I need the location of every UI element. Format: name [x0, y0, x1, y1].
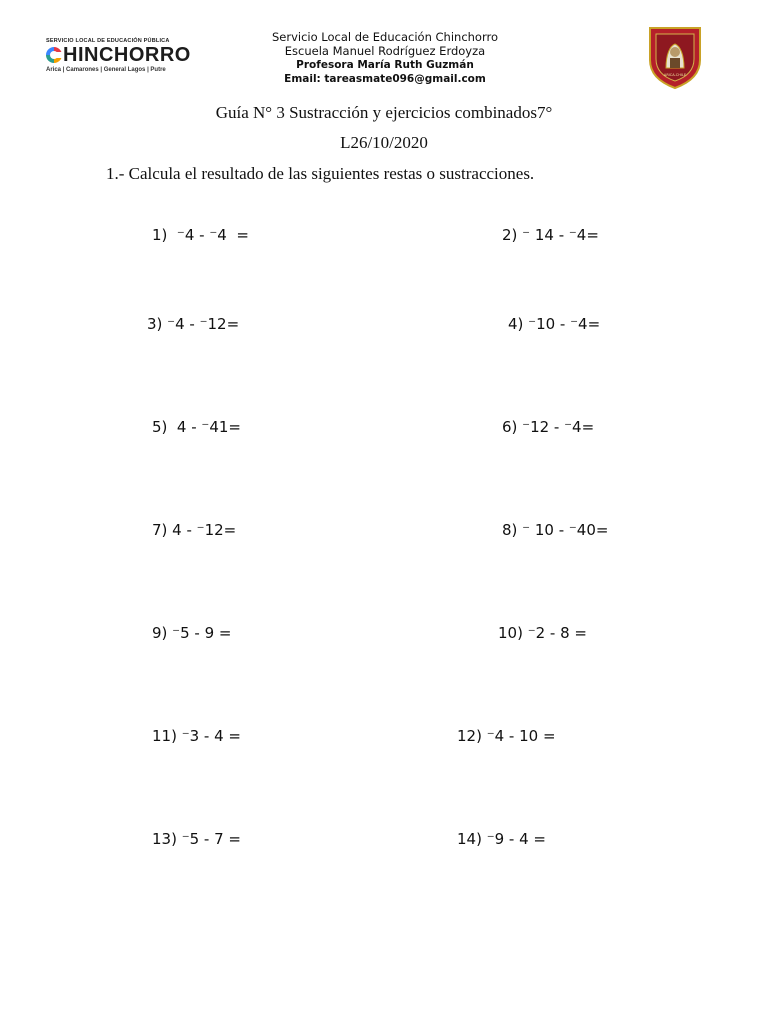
- exercise-9: 9) ⁻5 - 9 =: [152, 624, 232, 642]
- exercise-13: 13) ⁻5 - 7 =: [152, 830, 241, 848]
- exercise-12: 12) ⁻4 - 10 =: [457, 727, 556, 745]
- logo-top-text: SERVICIO LOCAL DE EDUCACIÓN PÚBLICA: [46, 38, 170, 44]
- logo-c-icon: [46, 47, 62, 63]
- page-date: L26/10/2020: [340, 133, 428, 152]
- chinchorro-logo: [46, 38, 226, 84]
- exercise-8: 8) ⁻ 10 - ⁻40=: [502, 521, 609, 539]
- logo-name: HINCHORRO: [63, 44, 191, 66]
- exercise-11: 11) ⁻3 - 4 =: [152, 727, 241, 745]
- exercise-2: 2) ⁻ 14 - ⁻4=: [502, 226, 599, 244]
- exercise-10: 10) ⁻2 - 8 =: [498, 624, 587, 642]
- page-title: Guía N° 3 Sustracción y ejercicios combinados7°: [215, 103, 553, 122]
- exercise-14: 14) ⁻9 - 4 =: [457, 830, 546, 848]
- header-teacher: Profesora María Ruth Guzmán: [296, 59, 474, 71]
- school-crest-icon: [646, 24, 704, 90]
- logo-wordmark: [46, 45, 226, 65]
- exercise-7: 7) 4 - ⁻12=: [152, 521, 237, 539]
- logo-subtitle: Arica | Camarones | General Lagos | Putre: [46, 67, 166, 73]
- header-email: Email: tareasmate096@gmail.com: [284, 73, 486, 85]
- school-header: [240, 30, 530, 86]
- crest-caption: ARICA-CHILE: [663, 73, 687, 77]
- exercise-1: 1) ⁻4 - ⁻4 =: [152, 226, 249, 244]
- header-line-2: Escuela Manuel Rodríguez Erdoyza: [284, 44, 486, 58]
- header-line-1: Servicio Local de Educación Chinchorro: [271, 30, 498, 44]
- instruction-text: 1.- Calcula el resultado de las siguientes restas o sustracciones.: [106, 164, 535, 183]
- exercise-3: 3) ⁻4 - ⁻12=: [147, 315, 240, 333]
- exercise-6: 6) ⁻12 - ⁻4=: [502, 418, 595, 436]
- exercise-4: 4) ⁻10 - ⁻4=: [508, 315, 601, 333]
- exercise-5: 5) 4 - ⁻41=: [152, 418, 241, 436]
